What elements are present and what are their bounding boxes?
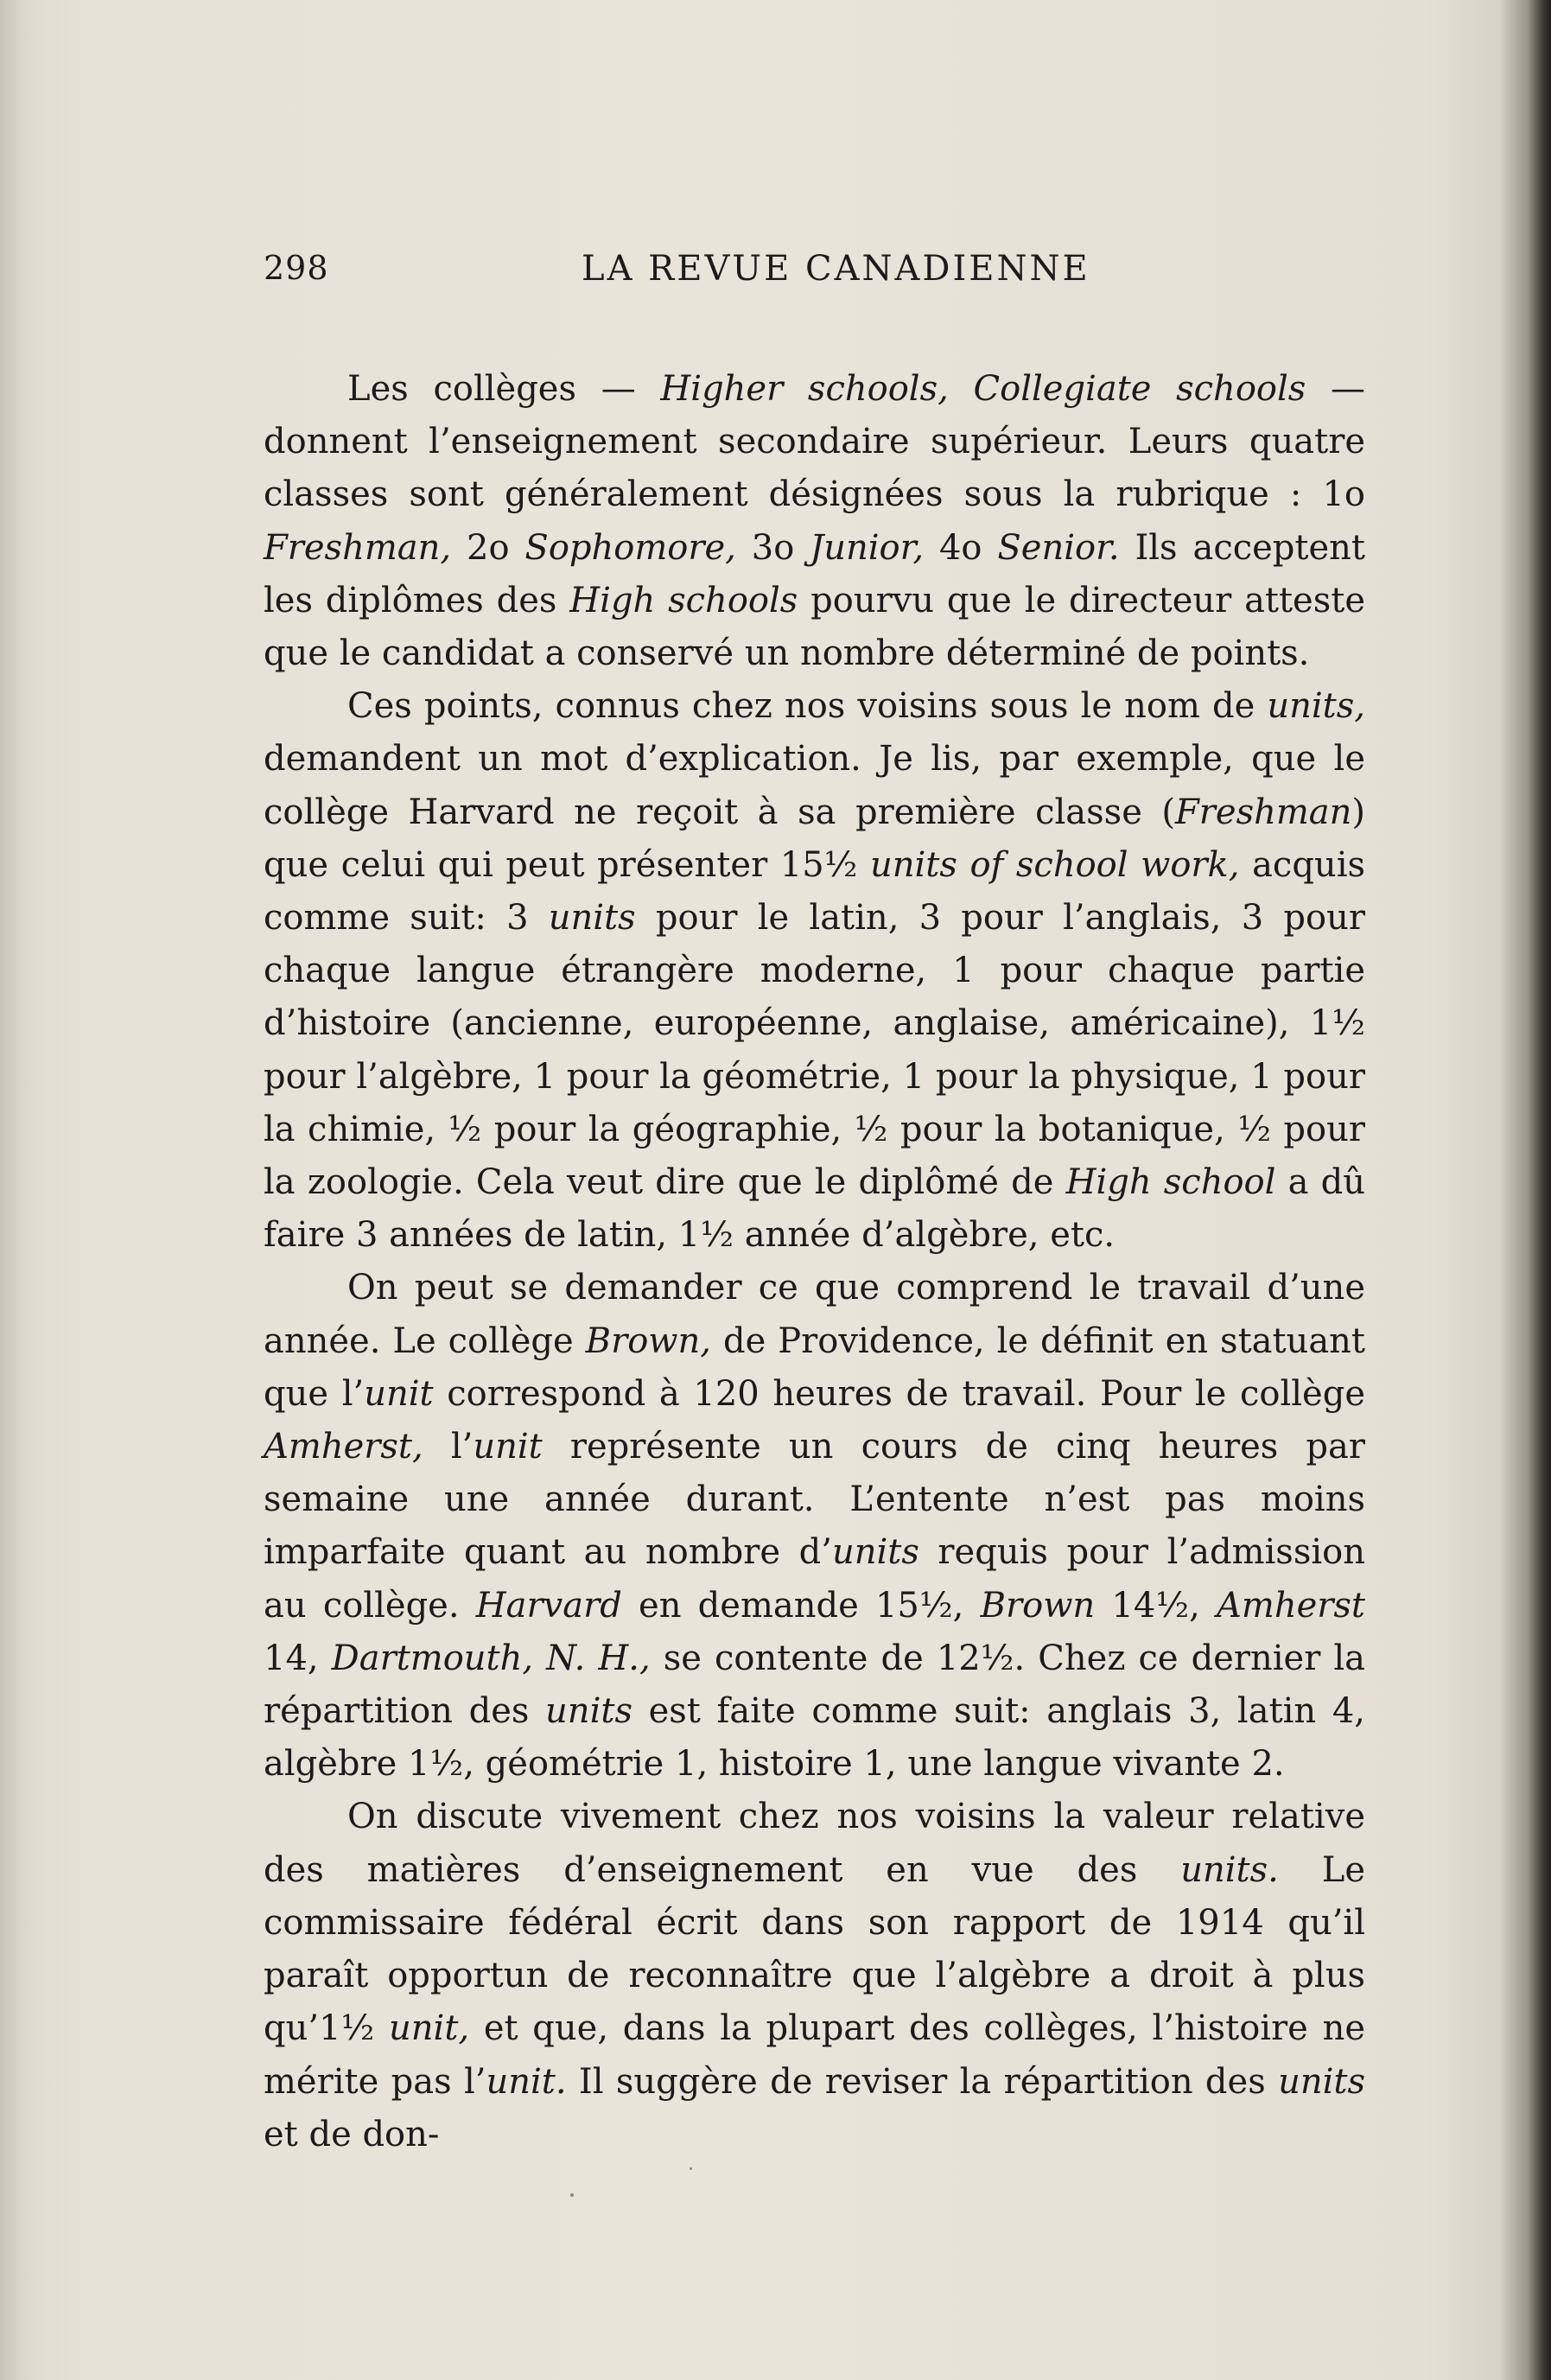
page-header — [264, 249, 1378, 301]
page-right-edge-shadow — [1499, 0, 1551, 2380]
text-run: est faite comme suit: anglais 3, latin 4, algèbre 1½, géométrie 1, histoire 1, une langue vivante 2. — [264, 1691, 1365, 1785]
italic-run: High schools — [569, 580, 798, 620]
text-run: Le commissaire fédéral écrit dans son rapport de 1914 qu’il paraît opportun de reconnaître que l’algèbre a droit à plus qu’1½ — [264, 1849, 1365, 2049]
text-run: en demande 15½, — [621, 1585, 981, 1626]
text-run: 2o — [451, 527, 525, 568]
italic-run: units, — [1267, 686, 1365, 727]
body-text — [264, 363, 1365, 2161]
text-run: ) que celui qui peut présenter 15½ — [264, 792, 1365, 885]
italic-run: Higher schools, Collegiate schools — [660, 369, 1306, 409]
italic-run: Harvard — [475, 1585, 622, 1626]
running-title: LA REVUE CANADIENNE — [582, 249, 1090, 289]
text-run: pourvu que le directeur atteste que le candidat a conservé un nombre déterminé de points. — [264, 580, 1366, 674]
text-run: acquis comme suit: 3 — [264, 844, 1366, 939]
paper-speck — [690, 2167, 692, 2170]
page-left-edge-shadow — [0, 0, 35, 2380]
text-run: et de don- — [264, 2114, 440, 2154]
text-run: requis pour l’admission au collège. — [264, 1532, 1366, 1626]
italic-run: Freshman, — [264, 527, 452, 568]
italic-run: High school — [1065, 1162, 1276, 1203]
text-run: Les collèges — — [347, 369, 661, 409]
italic-run: Brown, — [585, 1320, 711, 1361]
text-run: correspond à 120 heures de travail. Pour le collège — [433, 1373, 1365, 1414]
italic-run: Freshman — [1175, 792, 1352, 832]
text-run: 3o — [735, 527, 810, 568]
italic-run: Senior. — [997, 527, 1120, 568]
italic-run: Junior, — [810, 527, 925, 568]
text-run: et que, dans la plupart des collèges, l’histoire ne mérite pas l’ — [264, 2008, 1365, 2102]
italic-run: unit — [364, 1373, 434, 1414]
text-run: 4o — [924, 527, 998, 568]
italic-run: Amherst, — [264, 1427, 423, 1467]
text-run: représente un cours de cinq heures par semaine une année durant. L’entente n’est pas moins imparfaite quant au nombre d’ — [264, 1427, 1365, 1573]
italic-run: Brown — [980, 1585, 1096, 1626]
italic-run: units — [1278, 2061, 1365, 2102]
italic-run: unit. — [486, 2061, 567, 2102]
italic-run: Sophomore, — [524, 527, 736, 568]
text-run: pour le latin, 3 pour l’anglais, 3 pour chaque langue étrangère moderne, 1 pour chaque partie d’histoire (ancienne, européenne, anglaise, américaine), 1½ pour l’algèbre, 1 pour la géométrie, 1 pour la physique, 1 pour la chimie, ½ pour la géographie, ½ pour la botanique, ½ pour la zoologie. Cela veut dire que le diplômé de — [264, 898, 1365, 1203]
italic-run: Dartmouth, N. H., — [331, 1638, 651, 1678]
text-run: Ces points, connus chez nos voisins sous le nom de — [347, 686, 1268, 727]
italic-run: unit, — [389, 2008, 470, 2049]
italic-run: units. — [1180, 1849, 1279, 1890]
text-run: l’ — [423, 1427, 474, 1467]
italic-run: unit — [473, 1427, 543, 1467]
italic-run: units — [548, 898, 636, 939]
paragraph-4 — [264, 1791, 1365, 2160]
text-run: Il suggère de reviser la répartition des — [566, 2061, 1279, 2102]
text-run: On discute vivement chez nos voisins la valeur relative des matières d’enseignement en vue des — [264, 1797, 1365, 1890]
italic-run: units of school work, — [869, 844, 1240, 885]
italic-run: units — [545, 1691, 632, 1732]
italic-run: units — [831, 1532, 919, 1573]
paragraph-1 — [264, 363, 1365, 680]
text-run: de Providence, le définit en statuant que l’ — [264, 1320, 1366, 1414]
text-run: se contente de 12½. Chez ce dernier la répartition des — [264, 1638, 1366, 1732]
paper-speck — [570, 2193, 574, 2197]
italic-run: Amherst — [1217, 1585, 1365, 1626]
page-number: 298 — [264, 249, 329, 287]
text-run: On peut se demander ce que comprend le travail d’une année. Le collège — [264, 1268, 1365, 1361]
text-run: a dû faire 3 années de latin, 1½ année d’algèbre, etc. — [264, 1162, 1365, 1256]
text-run: — donnent l’enseignement secondaire supérieur. Leurs quatre classes sont généralement désignées sous la rubrique : 1o — [264, 369, 1366, 515]
paragraph-2 — [264, 680, 1365, 1262]
text-run: 14½, — [1095, 1585, 1217, 1626]
text-run: demandent un mot d’explication. Je lis, par exemple, que le collège Harvard ne reçoit à sa première classe ( — [264, 739, 1365, 832]
paragraph-3 — [264, 1262, 1365, 1791]
text-run: 14, — [264, 1638, 332, 1678]
text-run: Ils acceptent les diplômes des — [264, 527, 1365, 620]
